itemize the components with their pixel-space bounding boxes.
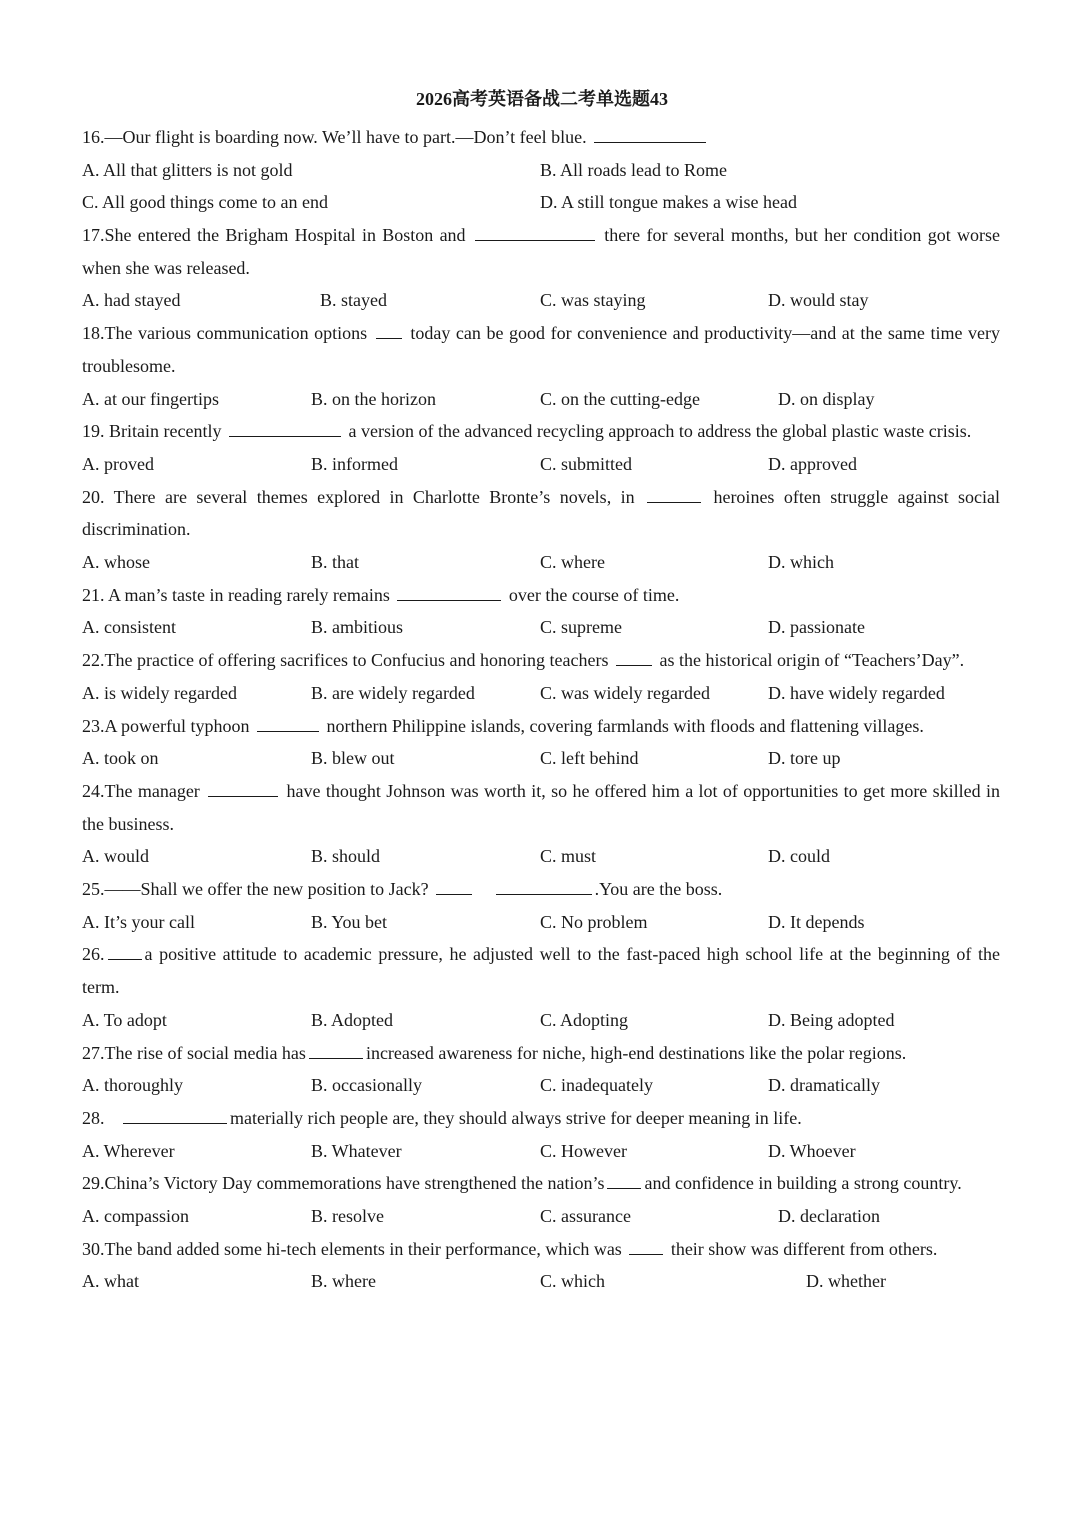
options-row	[82, 677, 1000, 710]
option-c: C. left behind	[540, 748, 639, 769]
question-stem	[82, 938, 1000, 1003]
option-b: B. occasionally	[311, 1075, 422, 1096]
question-30	[82, 1233, 1000, 1298]
option-c: C. No problem	[540, 911, 648, 932]
stem-text: 21. A man’s taste in reading rarely remains	[82, 584, 390, 605]
question-stem	[82, 579, 1000, 612]
option-a: A. had stayed	[82, 290, 181, 311]
stem-text: northern Philippine islands, covering farmlands with floods and flattening villages.	[326, 715, 924, 736]
question-stem	[82, 1102, 1000, 1135]
option-b: B. that	[311, 552, 359, 573]
stem-text: as the historical origin of “Teachers’Day”.	[659, 650, 965, 671]
options-row	[82, 1069, 1000, 1102]
option-a: A. at our fingertips	[82, 388, 219, 409]
answer-blank	[376, 322, 402, 339]
options-row	[82, 1265, 1000, 1298]
answer-blank	[616, 649, 652, 666]
stem-text: 23.A powerful typhoon	[82, 715, 250, 736]
options-row	[82, 1200, 1000, 1233]
stem-text: today can be good for convenience and productivity—and at the same time very troublesome.	[82, 323, 1000, 376]
option-c: C. was widely regarded	[540, 682, 710, 703]
option-c: C. Adopting	[540, 1009, 629, 1030]
question-stem	[82, 1037, 1000, 1070]
answer-blank	[309, 1042, 363, 1059]
options-row	[82, 611, 1000, 644]
question-28	[82, 1102, 1000, 1167]
question-stem	[82, 775, 1000, 840]
options-row	[82, 383, 1000, 416]
stem-text: over the course of time.	[508, 584, 680, 605]
stem-text: a version of the advanced recycling approach to address the global plastic waste crisis.	[348, 421, 972, 442]
options-row	[82, 1004, 1000, 1037]
option-d: D. Being adopted	[768, 1009, 895, 1030]
option-b: B. resolve	[311, 1205, 384, 1226]
option-a: A. proved	[82, 453, 154, 474]
option-c: C. was staying	[540, 290, 646, 311]
answer-blank	[629, 1238, 663, 1255]
answer-blank	[229, 420, 341, 437]
options-row	[82, 742, 1000, 775]
question-19	[82, 415, 1000, 480]
option-c: C. submitted	[540, 453, 633, 474]
stem-text: increased awareness for niche, high-end destinations like the polar regions.	[365, 1042, 907, 1063]
stem-text: 30.The band added some hi-tech elements in their performance, which was	[82, 1238, 622, 1259]
stem-text: 20. There are several themes explored in Charlotte Bronte’s novels, in	[82, 486, 635, 507]
option-a: A. compassion	[82, 1205, 189, 1226]
option-a: A. It’s your call	[82, 911, 195, 932]
answer-blank	[208, 780, 278, 797]
options-row	[82, 186, 1000, 219]
option-a: A. To adopt	[82, 1009, 167, 1030]
option-d: D. approved	[768, 453, 857, 474]
option-d: D. have widely regarded	[768, 682, 945, 703]
option-a: A. thoroughly	[82, 1075, 183, 1096]
option-b: B. You bet	[311, 911, 388, 932]
option-b: B. Whatever	[311, 1140, 402, 1161]
question-stem	[82, 415, 1000, 448]
option-c: C. must	[540, 846, 597, 867]
answer-blank	[607, 1172, 641, 1189]
question-21	[82, 579, 1000, 644]
options-row	[82, 154, 1000, 187]
option-d: D. whether	[806, 1271, 886, 1292]
stem-text: 27.The rise of social media has	[82, 1042, 306, 1063]
answer-blank	[397, 584, 501, 601]
option-b: B. stayed	[320, 290, 387, 311]
option-d: D. could	[768, 846, 830, 867]
stem-text: there for several months, but her condition got worse when she was released.	[82, 225, 1001, 278]
option-c: C. where	[540, 552, 605, 573]
option-a: A. consistent	[82, 617, 176, 638]
question-29	[82, 1167, 1000, 1232]
option-d: D. dramatically	[768, 1075, 880, 1096]
answer-blank	[108, 943, 142, 960]
option-a: A. what	[82, 1271, 139, 1292]
option-d: D. declaration	[778, 1205, 880, 1226]
stem-text: 28.	[82, 1107, 105, 1128]
option-b: B. blew out	[311, 748, 395, 769]
stem-text: 19. Britain recently	[82, 421, 222, 442]
option-b: B. should	[311, 846, 381, 867]
option-b: B. Adopted	[311, 1009, 394, 1030]
question-stem	[82, 1167, 1000, 1200]
stem-text: heroines often struggle against social discrimination.	[82, 486, 1001, 540]
option-a: A. whose	[82, 552, 150, 573]
stem-text: 24.The manager	[82, 780, 200, 801]
option-d: D. It depends	[768, 911, 865, 932]
stem-text: .You are the boss.	[594, 879, 723, 900]
stem-text: 18.The various communication options	[82, 323, 368, 344]
question-17	[82, 219, 1000, 317]
option-b: B. are widely regarded	[311, 682, 475, 703]
option-c: C. All good things come to an end	[82, 192, 328, 213]
stem-text: 22.The practice of offering sacrifices to Confucius and honoring teachers	[82, 650, 609, 671]
stem-text: a positive attitude to academic pressure, he adjusted well to the fast-paced high school life at the beginning of the term.	[82, 944, 1000, 998]
option-a: A. is widely regarded	[82, 682, 237, 703]
question-stem	[82, 873, 1000, 906]
stem-text: have thought Johnson was worth it, so he offered him a lot of opportunities to get more skilled in the business.	[82, 780, 1001, 834]
answer-blank	[594, 126, 706, 143]
stem-text: 29.China’s Victory Day commemorations have strengthened the nation’s	[82, 1173, 605, 1194]
option-d: D. Whoever	[768, 1140, 856, 1161]
option-c: C. on the cutting-edge	[540, 388, 700, 409]
option-c: C. inadequately	[540, 1075, 653, 1096]
option-d: D. passionate	[768, 617, 865, 638]
question-stem	[82, 481, 1000, 546]
question-stem	[82, 710, 1000, 743]
option-b: B. where	[311, 1271, 376, 1292]
option-c: C. supreme	[540, 617, 622, 638]
option-c: C. which	[540, 1271, 605, 1292]
question-23	[82, 710, 1000, 775]
stem-text: their show was different from others.	[670, 1238, 938, 1259]
option-a: A. Wherever	[82, 1140, 175, 1161]
option-d: D. tore up	[768, 748, 841, 769]
options-row	[82, 840, 1000, 873]
option-b: B. ambitious	[311, 617, 404, 638]
question-26	[82, 938, 1000, 1036]
answer-blank	[647, 486, 701, 503]
page-title: 2026高考英语备战二考单选题43	[416, 89, 668, 109]
options-row	[82, 546, 1000, 579]
option-d: D. which	[768, 552, 834, 573]
stem-text: 17.She entered the Brigham Hospital in Boston and	[82, 225, 466, 246]
question-16	[82, 121, 1000, 219]
option-c: C. However	[540, 1140, 627, 1161]
option-c: C. assurance	[540, 1205, 631, 1226]
option-d: D. A still tongue makes a wise head	[540, 192, 797, 213]
options-row	[82, 448, 1000, 481]
option-a: A. would	[82, 846, 149, 867]
option-d: D. on display	[778, 388, 875, 409]
option-d: D. would stay	[768, 290, 869, 311]
answer-blank	[436, 878, 472, 895]
question-25	[82, 873, 1000, 938]
question-18	[82, 317, 1000, 415]
question-20	[82, 481, 1000, 579]
question-stem	[82, 644, 1000, 677]
question-stem	[82, 219, 1000, 284]
option-a: A. All that glitters is not gold	[82, 159, 293, 180]
answer-blank	[496, 878, 592, 895]
question-27	[82, 1037, 1000, 1102]
question-stem	[82, 121, 1000, 154]
question-stem	[82, 317, 1000, 382]
option-b: B. on the horizon	[311, 388, 436, 409]
stem-text: 16.—Our flight is boarding now. We’ll have to part.—Don’t feel blue.	[82, 127, 587, 147]
answer-blank	[475, 224, 595, 241]
options-row	[82, 906, 1000, 939]
exam-page	[82, 86, 1000, 1298]
option-a: A. took on	[82, 748, 159, 769]
question-stem	[82, 1233, 1000, 1266]
question-24	[82, 775, 1000, 873]
option-b: B. informed	[311, 453, 398, 474]
stem-text: 25.——Shall we offer the new position to Jack?	[82, 879, 429, 900]
options-row	[82, 1135, 1000, 1168]
answer-blank	[123, 1107, 227, 1124]
stem-text: and confidence in building a strong country.	[644, 1173, 962, 1194]
answer-blank	[257, 715, 319, 732]
options-row	[82, 284, 1000, 317]
question-22	[82, 644, 1000, 709]
option-b: B. All roads lead to Rome	[540, 159, 727, 180]
stem-text: 26.	[82, 944, 105, 965]
stem-text: materially rich people are, they should always strive for deeper meaning in life.	[230, 1107, 802, 1128]
